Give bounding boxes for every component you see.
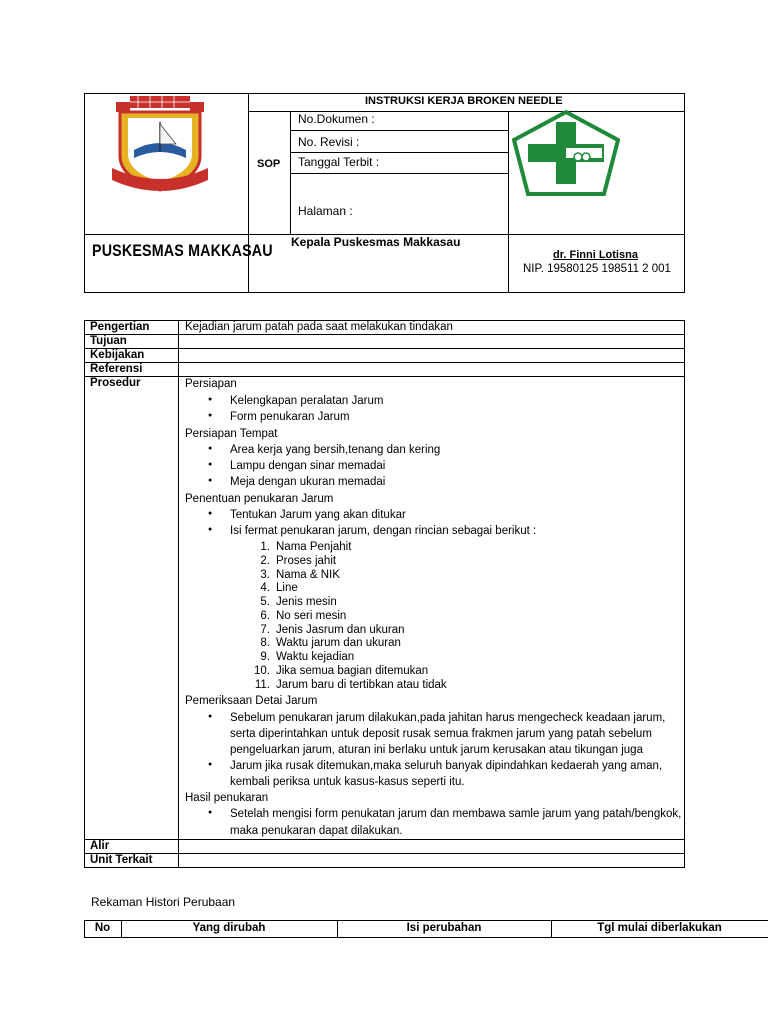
numbered-item: 11. Jarum baru di tertibkan atau tidak [254,679,447,691]
numbered-item: 9. Waktu kejadian [260,651,355,663]
list-item-continuation: serta diperintahkan untuk deposit rusak semua frakmen jarum yang patah sebelum [230,728,652,740]
numbered-item: 2. Proses jahit [260,555,337,567]
numbered-item: 1. Nama Penjahit [260,541,352,553]
field-no-dokumen: No.Dokumen : [298,112,375,126]
list-item-continuation: kembali periksa untuk kasus-kasus seperti itu. [230,776,465,788]
head-name: dr. Finni Lotisna [553,249,638,261]
list-item: ● Form penukaran Jarum [230,411,350,423]
row-value-pengertian: Kejadian jarum patah pada saat melakukan tindakan [185,321,453,333]
numbered-item: 5. Jenis mesin [260,596,337,608]
numbered-item: 10. Jika semua bagian ditemukan [254,665,429,677]
history-col-header: Isi perubahan [406,922,482,934]
history-col-header: Tgl mulai diberlakukan [597,922,722,934]
history-title: Rekaman Histori Perubaan [91,895,236,909]
list-item: ● Area kerja yang bersih,tenang dan kering [230,444,440,456]
row-label-pengertian: Pengertian [90,321,150,333]
list-item: ● Jarum jika rusak ditemukan,maka seluruh banyak dipindahkan kedaerah yang aman, [230,760,662,772]
row-label-unit-terkait: Unit Terkait [90,854,153,866]
section-title: Penentuan penukaran Jarum [185,493,334,505]
field-tanggal-terbit: Tanggal Terbit : [298,155,380,169]
row-label-referensi: Referensi [90,363,143,375]
numbered-item: 7. Jenis Jasrum dan ukuran [260,624,405,636]
head-nip: NIP. 19580125 198511 2 001 [523,263,671,275]
section-title: Persiapan [185,378,237,390]
list-item-continuation: pengeluarkan jarum, aturan ini berlaku untuk jarum kerusakan atau tikungan juga [230,744,643,756]
sop-label: SOP [257,158,281,170]
list-item: ● Tentukan Jarum yang akan ditukar [230,509,406,521]
field-no-revisi: No. Revisi : [298,135,360,149]
list-item: ● Kelengkapan peralatan Jarum [230,395,383,407]
numbered-item: 3. Nama & NIK [260,569,340,581]
numbered-item: 4. Line [260,582,298,594]
section-title: Persiapan Tempat [185,428,278,440]
list-item: ● Isi fermat penukaran jarum, dengan rincian sebagai berikut : [230,525,536,537]
list-item: ● Sebelum penukaran jarum dilakukan,pada jahitan harus mengecheck keadaan jarum, [230,712,665,724]
list-item: ● Meja dengan ukuran memadai [230,476,385,488]
section-title: Pemeriksaan Detai Jarum [185,695,318,707]
regional-emblem-icon [104,94,216,198]
history-col-header: No [94,922,111,934]
org-name: PUSKESMAS MAKKASAU [92,241,273,260]
row-label-kebijakan: Kebijakan [90,349,145,361]
numbered-item: 8. Waktu jarum dan ukuran [260,637,401,649]
list-item-continuation: maka penukaran dapat dilakukan. [230,825,403,837]
list-item: ● Lampu dengan sinar memadai [230,460,385,472]
row-label-alir: Alir [90,840,110,852]
list-item: ● Setelah mengisi form penukatan jarum dan membawa samle jarum yang patah/bengkok, [230,808,681,820]
history-col-header: Yang dirubah [192,922,266,934]
section-title: Hasil penukaran [185,792,269,804]
field-halaman: Halaman : [298,204,353,218]
head-title: Kepala Puskesmas Makkasau [291,235,461,249]
numbered-item: 6. No seri mesin [260,610,347,622]
row-label-prosedur: Prosedur [90,377,141,389]
row-label-tujuan: Tujuan [90,335,127,347]
puskesmas-logo-icon [512,110,620,196]
document-title: INSTRUKSI KERJA BROKEN NEEDLE [365,95,563,107]
